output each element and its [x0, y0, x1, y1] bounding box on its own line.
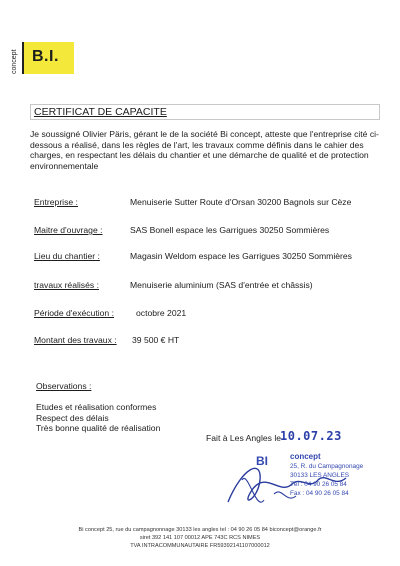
stamp-line: 25, R. du Campagnonage: [290, 463, 364, 470]
field-label: Montant des travaux :: [34, 335, 117, 345]
company-logo: [12, 42, 74, 74]
stamp-line: 30133 LES ANGLES: [290, 472, 349, 479]
field-value: Magasin Weldom espace les Garrigues 30250 Sommières: [130, 251, 352, 261]
intro-paragraph: Je soussigné Olivier Päris, gérant le de la société Bi concept, atteste que l'entreprise cité ci-dessous a réalisé, dans les règles de l'art, les travaux comme définis dans le cahier des charges, en respectant les délais du chantier et une démarche de qualité et de protection environnementale: [30, 129, 379, 171]
footer-line: TVA INTRACOMMUNAUTAIRE FR59392141107000012: [130, 543, 270, 549]
place-label: Fait à Les Angles le: [206, 433, 282, 443]
company-stamp: [222, 450, 372, 522]
field-value: Menuiserie Sutter Route d'Orsan 30200 Bagnols sur Cèze: [130, 197, 352, 207]
observations-heading: Observations :: [36, 381, 92, 391]
logo-mark: B.I.: [32, 48, 59, 65]
field-value: octobre 2021: [136, 308, 187, 318]
field-value: SAS Bonell espace les Garrigues 30250 Sommières: [130, 225, 330, 235]
field-value: 39 500 € HT: [132, 335, 180, 345]
stamp-word: concept: [290, 452, 321, 461]
observation-line: Très bonne qualité de réalisation: [36, 423, 161, 434]
field-label: Période d'exécution :: [34, 308, 114, 318]
document-title: CERTIFICAT DE CAPACITE: [30, 104, 380, 120]
observation-line: Respect des délais: [36, 412, 109, 423]
logo-side-text: concept: [11, 49, 18, 74]
footer-line: Bi concept 25, rue du campagnonnage 30133 les angles tel : 04 90 26 05 84 biconcept@orange.fr: [78, 527, 322, 533]
stamp-line: Fax : 04 90 26 05 84: [290, 490, 349, 497]
logo-divider: [22, 42, 24, 74]
field-label: Lieu du chantier :: [34, 251, 100, 261]
field-value: Menuiserie aluminium (SAS d'entrée et châssis): [130, 280, 313, 290]
field-label: Maitre d'ouvrage :: [34, 225, 103, 235]
field-label: Entreprise :: [34, 197, 78, 207]
observation-line: Etudes et réalisation conformes: [36, 401, 157, 412]
signature-date: 10.07.23: [280, 429, 342, 443]
stamp-mark: BI: [256, 454, 268, 468]
stamp-line: Tél : 04 90 26 05 84: [290, 481, 347, 488]
field-label: travaux réalisés :: [34, 280, 99, 290]
observations: [36, 381, 160, 434]
footer-line: siret 392 141 107 00012 APE 743C RCS NIMES: [139, 535, 261, 541]
